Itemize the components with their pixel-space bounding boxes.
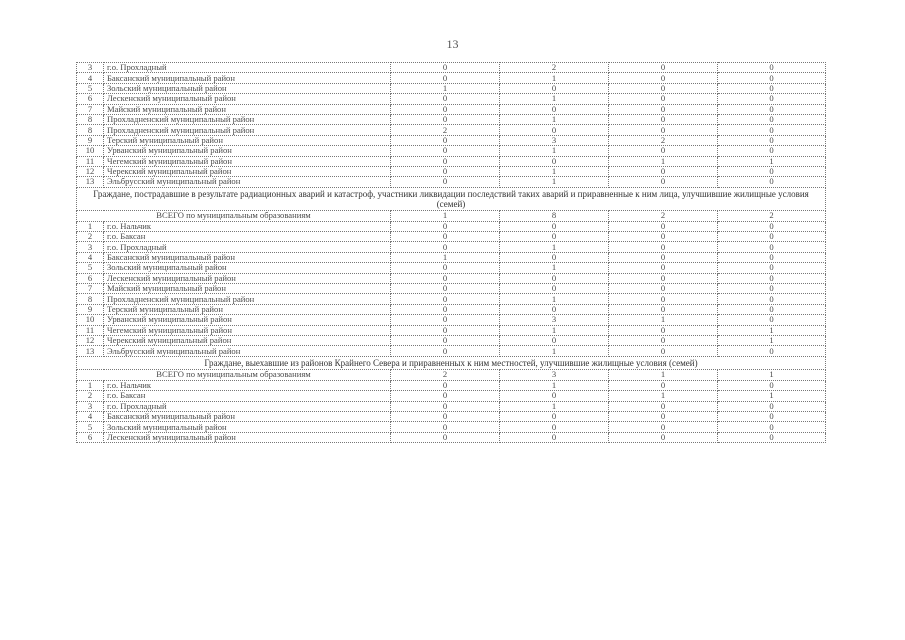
table-row <box>77 391 826 401</box>
section-header-row <box>77 187 826 210</box>
cell-value: 1 <box>500 401 609 411</box>
cell-value: 0 <box>718 273 826 283</box>
cell-value: 0 <box>391 135 500 145</box>
cell-value: 1 <box>609 156 718 166</box>
cell-value: 0 <box>609 411 718 421</box>
district-name: г.о. Нальчик <box>104 380 391 390</box>
cell-value: 1 <box>609 391 718 401</box>
cell-value: 0 <box>500 252 609 262</box>
row-number: 8 <box>77 114 104 124</box>
section-header: Граждане, выехавшие из районов Крайнего Севера и приравненных к ним местностей, улучшившие жилищные условия (семей) <box>77 356 826 369</box>
cell-value: 0 <box>500 232 609 242</box>
district-name: Прохладненский муниципальный район <box>104 294 391 304</box>
cell-value: 0 <box>391 221 500 231</box>
row-number: 8 <box>77 294 104 304</box>
cell-value: 0 <box>391 401 500 411</box>
cell-value: 2 <box>609 135 718 145</box>
row-number: 10 <box>77 315 104 325</box>
row-number: 11 <box>77 156 104 166</box>
row-number: 6 <box>77 273 104 283</box>
cell-value: 0 <box>609 83 718 93</box>
table-row <box>77 114 826 124</box>
cell-value: 0 <box>391 284 500 294</box>
cell-value: 0 <box>391 177 500 187</box>
cell-value: 1 <box>500 294 609 304</box>
cell-value: 0 <box>500 391 609 401</box>
cell-value: 1 <box>500 94 609 104</box>
district-name: Урванский муниципальный район <box>104 146 391 156</box>
cell-value: 1 <box>391 83 500 93</box>
row-number: 3 <box>77 242 104 252</box>
cell-value: 0 <box>391 315 500 325</box>
cell-value: 0 <box>609 146 718 156</box>
cell-value: 1 <box>500 380 609 390</box>
table-row <box>77 166 826 176</box>
cell-value: 0 <box>718 94 826 104</box>
row-number: 6 <box>77 432 104 442</box>
table-row <box>77 263 826 273</box>
district-name: г.о. Баксан <box>104 391 391 401</box>
cell-value: 0 <box>609 401 718 411</box>
table-row <box>77 284 826 294</box>
cell-value: 0 <box>609 94 718 104</box>
cell-value: 0 <box>500 335 609 345</box>
row-number: 1 <box>77 380 104 390</box>
cell-value: 0 <box>391 411 500 421</box>
table-row <box>77 73 826 83</box>
cell-value: 0 <box>609 304 718 314</box>
total-label: ВСЕГО по муниципальным образованиям <box>77 210 391 221</box>
cell-value: 1 <box>718 156 826 166</box>
table-row <box>77 315 826 325</box>
district-name: Баксанский муниципальный район <box>104 411 391 421</box>
total-row <box>77 369 826 380</box>
cell-value: 2 <box>500 63 609 73</box>
district-name: Баксанский муниципальный район <box>104 73 391 83</box>
cell-value: 0 <box>718 146 826 156</box>
statistics-table <box>76 62 826 443</box>
cell-value: 0 <box>718 294 826 304</box>
cell-value: 0 <box>718 252 826 262</box>
cell-value: 1 <box>718 391 826 401</box>
cell-value: 0 <box>391 346 500 356</box>
cell-value: 0 <box>609 177 718 187</box>
row-number: 13 <box>77 177 104 187</box>
row-number: 3 <box>77 63 104 73</box>
cell-value: 0 <box>718 125 826 135</box>
cell-value: 1 <box>500 73 609 83</box>
row-number: 2 <box>77 391 104 401</box>
total-value: 1 <box>391 210 500 221</box>
cell-value: 0 <box>500 125 609 135</box>
district-name: Баксанский муниципальный район <box>104 252 391 262</box>
district-name: Прохладненский муниципальный район <box>104 125 391 135</box>
cell-value: 0 <box>609 263 718 273</box>
row-number: 7 <box>77 104 104 114</box>
district-name: Лескенский муниципальный район <box>104 273 391 283</box>
table-row <box>77 156 826 166</box>
cell-value: 0 <box>609 232 718 242</box>
cell-value: 0 <box>609 422 718 432</box>
table-row <box>77 411 826 421</box>
total-value: 8 <box>500 210 609 221</box>
cell-value: 0 <box>500 104 609 114</box>
row-number: 8 <box>77 125 104 135</box>
cell-value: 0 <box>391 422 500 432</box>
cell-value: 0 <box>718 284 826 294</box>
cell-value: 1 <box>718 335 826 345</box>
cell-value: 0 <box>718 401 826 411</box>
row-number: 9 <box>77 135 104 145</box>
row-number: 1 <box>77 221 104 231</box>
cell-value: 0 <box>500 221 609 231</box>
table-row <box>77 63 826 73</box>
district-name: Прохладненский муниципальный район <box>104 114 391 124</box>
total-value: 2 <box>609 210 718 221</box>
table-row <box>77 273 826 283</box>
row-number: 5 <box>77 263 104 273</box>
total-value: 1 <box>718 369 826 380</box>
cell-value: 0 <box>391 263 500 273</box>
cell-value: 3 <box>500 315 609 325</box>
district-name: Урванский муниципальный район <box>104 315 391 325</box>
table-row <box>77 242 826 252</box>
district-name: г.о. Прохладный <box>104 401 391 411</box>
district-name: Майский муниципальный район <box>104 104 391 114</box>
cell-value: 1 <box>500 114 609 124</box>
section-header: Граждане, пострадавшие в результате радиационных аварий и катастроф, участники ликвидации последствий таких аварий и приравненные к ним лица, улучшившие жилищные условия (семей) <box>77 187 826 210</box>
table-body <box>77 63 826 443</box>
row-number: 10 <box>77 146 104 156</box>
table-row <box>77 294 826 304</box>
cell-value: 1 <box>500 166 609 176</box>
cell-value: 0 <box>718 315 826 325</box>
district-name: Лескенский муниципальный район <box>104 94 391 104</box>
cell-value: 0 <box>500 411 609 421</box>
cell-value: 0 <box>391 232 500 242</box>
cell-value: 1 <box>500 177 609 187</box>
cell-value: 0 <box>718 166 826 176</box>
row-number: 2 <box>77 232 104 242</box>
table-row <box>77 422 826 432</box>
total-value: 2 <box>391 369 500 380</box>
cell-value: 0 <box>391 104 500 114</box>
table-row <box>77 346 826 356</box>
table-row <box>77 232 826 242</box>
cell-value: 3 <box>500 135 609 145</box>
cell-value: 1 <box>500 325 609 335</box>
row-number: 6 <box>77 94 104 104</box>
cell-value: 0 <box>609 242 718 252</box>
cell-value: 0 <box>500 273 609 283</box>
total-value: 3 <box>500 369 609 380</box>
district-name: Черекский муниципальный район <box>104 335 391 345</box>
table-row <box>77 325 826 335</box>
table-row <box>77 432 826 442</box>
cell-value: 0 <box>391 380 500 390</box>
row-number: 5 <box>77 422 104 432</box>
district-name: Майский муниципальный район <box>104 284 391 294</box>
section-header-row <box>77 356 826 369</box>
cell-value: 0 <box>609 73 718 83</box>
row-number: 11 <box>77 325 104 335</box>
cell-value: 0 <box>609 335 718 345</box>
row-number: 5 <box>77 83 104 93</box>
cell-value: 0 <box>500 304 609 314</box>
cell-value: 0 <box>609 114 718 124</box>
table-row <box>77 104 826 114</box>
table-row <box>77 83 826 93</box>
row-number: 4 <box>77 411 104 421</box>
cell-value: 0 <box>609 325 718 335</box>
cell-value: 0 <box>718 346 826 356</box>
district-name: г.о. Баксан <box>104 232 391 242</box>
district-name: Черекский муниципальный район <box>104 166 391 176</box>
table-row <box>77 221 826 231</box>
table-row <box>77 146 826 156</box>
district-name: Зольский муниципальный район <box>104 83 391 93</box>
row-number: 12 <box>77 335 104 345</box>
row-number: 3 <box>77 401 104 411</box>
total-label: ВСЕГО по муниципальным образованиям <box>77 369 391 380</box>
table-row <box>77 252 826 262</box>
cell-value: 0 <box>391 335 500 345</box>
cell-value: 0 <box>609 346 718 356</box>
row-number: 9 <box>77 304 104 314</box>
cell-value: 0 <box>718 263 826 273</box>
total-value: 1 <box>609 369 718 380</box>
cell-value: 0 <box>718 232 826 242</box>
cell-value: 0 <box>391 146 500 156</box>
cell-value: 0 <box>609 104 718 114</box>
cell-value: 0 <box>718 242 826 252</box>
cell-value: 0 <box>718 304 826 314</box>
district-name: г.о. Нальчик <box>104 221 391 231</box>
table-row <box>77 304 826 314</box>
cell-value: 0 <box>718 83 826 93</box>
table-row <box>77 380 826 390</box>
total-value: 2 <box>718 210 826 221</box>
cell-value: 0 <box>718 432 826 442</box>
cell-value: 0 <box>718 380 826 390</box>
row-number: 13 <box>77 346 104 356</box>
row-number: 7 <box>77 284 104 294</box>
table-row <box>77 401 826 411</box>
cell-value: 0 <box>609 63 718 73</box>
district-name: Терский муниципальный район <box>104 135 391 145</box>
cell-value: 0 <box>609 273 718 283</box>
cell-value: 0 <box>609 125 718 135</box>
cell-value: 1 <box>500 263 609 273</box>
district-name: Зольский муниципальный район <box>104 422 391 432</box>
table-row <box>77 135 826 145</box>
cell-value: 0 <box>718 177 826 187</box>
cell-value: 0 <box>391 325 500 335</box>
cell-value: 0 <box>500 156 609 166</box>
cell-value: 0 <box>609 380 718 390</box>
cell-value: 0 <box>609 284 718 294</box>
cell-value: 0 <box>609 166 718 176</box>
district-name: Чегемский муниципальный район <box>104 156 391 166</box>
cell-value: 0 <box>718 422 826 432</box>
cell-value: 0 <box>391 156 500 166</box>
district-name: Эльбрусский муниципальный район <box>104 177 391 187</box>
cell-value: 0 <box>718 63 826 73</box>
table-row <box>77 94 826 104</box>
cell-value: 1 <box>500 346 609 356</box>
total-row <box>77 210 826 221</box>
row-number: 4 <box>77 252 104 262</box>
district-name: Лескенский муниципальный район <box>104 432 391 442</box>
cell-value: 0 <box>609 294 718 304</box>
table-row <box>77 177 826 187</box>
cell-value: 0 <box>718 104 826 114</box>
cell-value: 0 <box>500 422 609 432</box>
cell-value: 0 <box>609 221 718 231</box>
cell-value: 0 <box>718 73 826 83</box>
cell-value: 0 <box>609 432 718 442</box>
cell-value: 0 <box>391 166 500 176</box>
cell-value: 1 <box>500 146 609 156</box>
district-name: г.о. Прохладный <box>104 242 391 252</box>
cell-value: 0 <box>718 114 826 124</box>
cell-value: 1 <box>391 252 500 262</box>
cell-value: 0 <box>391 432 500 442</box>
row-number: 12 <box>77 166 104 176</box>
table-row <box>77 125 826 135</box>
table-row <box>77 335 826 345</box>
cell-value: 0 <box>391 63 500 73</box>
district-name: г.о. Прохладный <box>104 63 391 73</box>
cell-value: 0 <box>391 94 500 104</box>
cell-value: 0 <box>391 294 500 304</box>
cell-value: 0 <box>609 252 718 262</box>
district-name: Терский муниципальный район <box>104 304 391 314</box>
cell-value: 0 <box>500 284 609 294</box>
cell-value: 0 <box>391 73 500 83</box>
cell-value: 1 <box>609 315 718 325</box>
district-name: Чегемский муниципальный район <box>104 325 391 335</box>
cell-value: 1 <box>500 242 609 252</box>
cell-value: 0 <box>391 273 500 283</box>
district-name: Эльбрусский муниципальный район <box>104 346 391 356</box>
cell-value: 1 <box>718 325 826 335</box>
district-name: Зольский муниципальный район <box>104 263 391 273</box>
cell-value: 2 <box>391 125 500 135</box>
cell-value: 0 <box>391 242 500 252</box>
cell-value: 0 <box>500 83 609 93</box>
cell-value: 0 <box>718 411 826 421</box>
cell-value: 0 <box>500 432 609 442</box>
cell-value: 0 <box>718 221 826 231</box>
cell-value: 0 <box>391 391 500 401</box>
page-number: 13 <box>446 37 459 51</box>
row-number: 4 <box>77 73 104 83</box>
cell-value: 0 <box>391 114 500 124</box>
cell-value: 0 <box>391 304 500 314</box>
cell-value: 0 <box>718 135 826 145</box>
